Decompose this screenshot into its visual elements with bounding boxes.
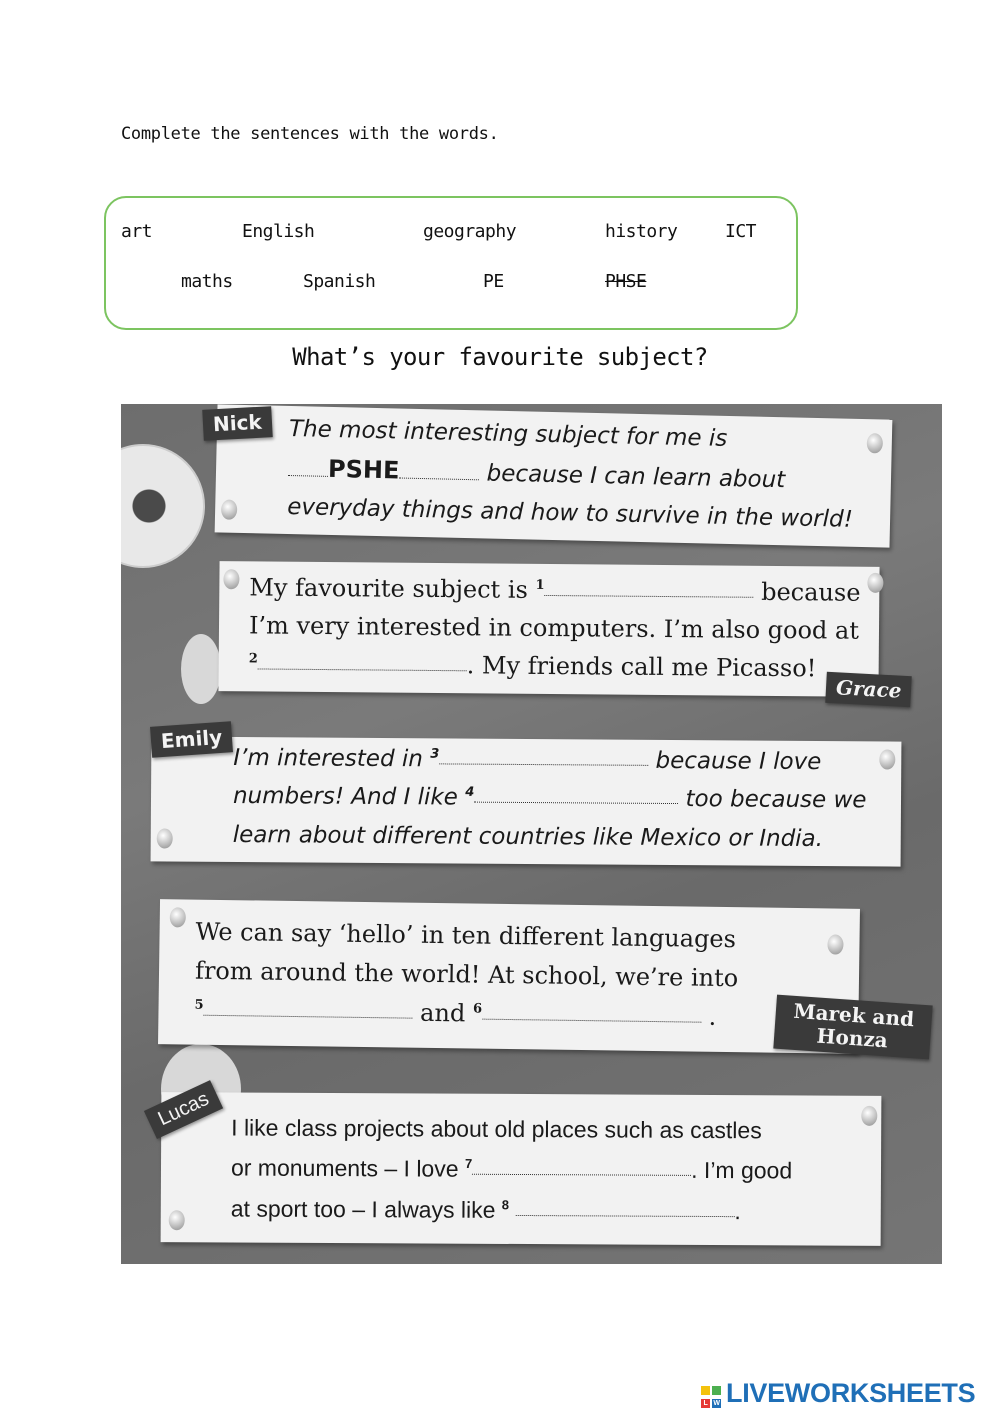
word-geography: geography	[423, 221, 517, 242]
grace-line-2: I’m very interested in computers. I’m also good at	[248, 611, 860, 645]
pin-icon	[169, 1210, 185, 1230]
word-art: art	[121, 221, 153, 242]
answer-input-7[interactable]	[472, 1171, 691, 1176]
logo-mark-icon: L W	[700, 1385, 724, 1409]
grace-line-1: My favourite subject is $^1$ because	[249, 573, 861, 607]
word-pe: PE	[483, 271, 504, 292]
word-bank	[104, 196, 798, 330]
answer-input-2[interactable]	[258, 665, 467, 671]
pin-icon	[867, 573, 883, 593]
note-marek-honza	[158, 899, 860, 1054]
lucas-line-2: or monuments – I love $^7$ . I’m good	[230, 1154, 793, 1184]
answer-input-5[interactable]	[203, 1012, 412, 1019]
answer-input-8[interactable]	[515, 1212, 734, 1217]
emily-line-1: I’m interested in $^3$ because I love	[233, 744, 822, 776]
pin-icon	[170, 907, 186, 927]
emily-line-3: learn about different countries like Mexico or India.	[232, 821, 824, 853]
name-tag-nick: Nick	[202, 406, 272, 441]
note-lucas	[161, 1092, 882, 1246]
page-heading: What’s your favourite subject?	[292, 343, 708, 371]
nick-line-1: The most interesting subject for me is	[288, 415, 728, 452]
name-tag-emily: Emily	[150, 721, 233, 758]
pin-icon	[223, 569, 239, 589]
grace-line-3: $^2$ . My friends call me Picasso!	[248, 651, 817, 683]
word-ict: ICT	[725, 221, 757, 242]
note-emily	[151, 736, 902, 866]
answer-input-4[interactable]	[474, 799, 678, 804]
word-maths: maths	[181, 271, 233, 292]
decorative-shape	[181, 634, 221, 704]
name-tag-lucas: Lucas	[144, 1080, 224, 1139]
word-spanish: Spanish	[303, 271, 376, 292]
nick-line-2: PSHE because I can learn about	[288, 454, 786, 493]
pin-icon	[867, 433, 883, 453]
football-icon	[121, 444, 205, 568]
note-nick	[215, 404, 893, 547]
word-history: history	[605, 221, 678, 242]
name-tag-grace: Grace	[825, 672, 912, 707]
pin-icon	[861, 1106, 877, 1126]
textbook-photo	[121, 404, 942, 1264]
lucas-line-1: I like class projects about old places such as castles	[231, 1114, 762, 1144]
answer-input-3[interactable]	[439, 760, 648, 765]
marek-line-3: $^5$ and $^6$ .	[194, 997, 717, 1031]
word-english: English	[242, 221, 315, 242]
nick-answer: PSHE	[327, 454, 400, 485]
emily-line-2: numbers! And I like $^4$ too because we	[232, 782, 867, 814]
answer-input-1[interactable]	[545, 592, 754, 598]
pin-icon	[827, 934, 843, 954]
pin-icon	[157, 828, 173, 848]
liveworksheets-logo: L W LIVEWORKSHEETS	[700, 1378, 975, 1408]
pin-icon	[221, 499, 237, 519]
pin-icon	[879, 749, 895, 769]
nick-line-3: everyday things and how to survive in the world!	[286, 493, 854, 533]
instruction-text: Complete the sentences with the words.	[121, 124, 499, 144]
marek-line-1: We can say ‘hello’ in ten different languages	[195, 917, 737, 954]
marek-line-2: from around the world! At school, we’re into	[194, 956, 739, 993]
name-tag-marek-honza: Marek and Honza	[773, 995, 932, 1060]
word-phse-struck: PHSE	[605, 271, 647, 292]
answer-input-6[interactable]	[482, 1016, 701, 1023]
note-grace	[218, 561, 879, 697]
lucas-line-3: at sport too – I always like $^8$ .	[230, 1195, 741, 1225]
